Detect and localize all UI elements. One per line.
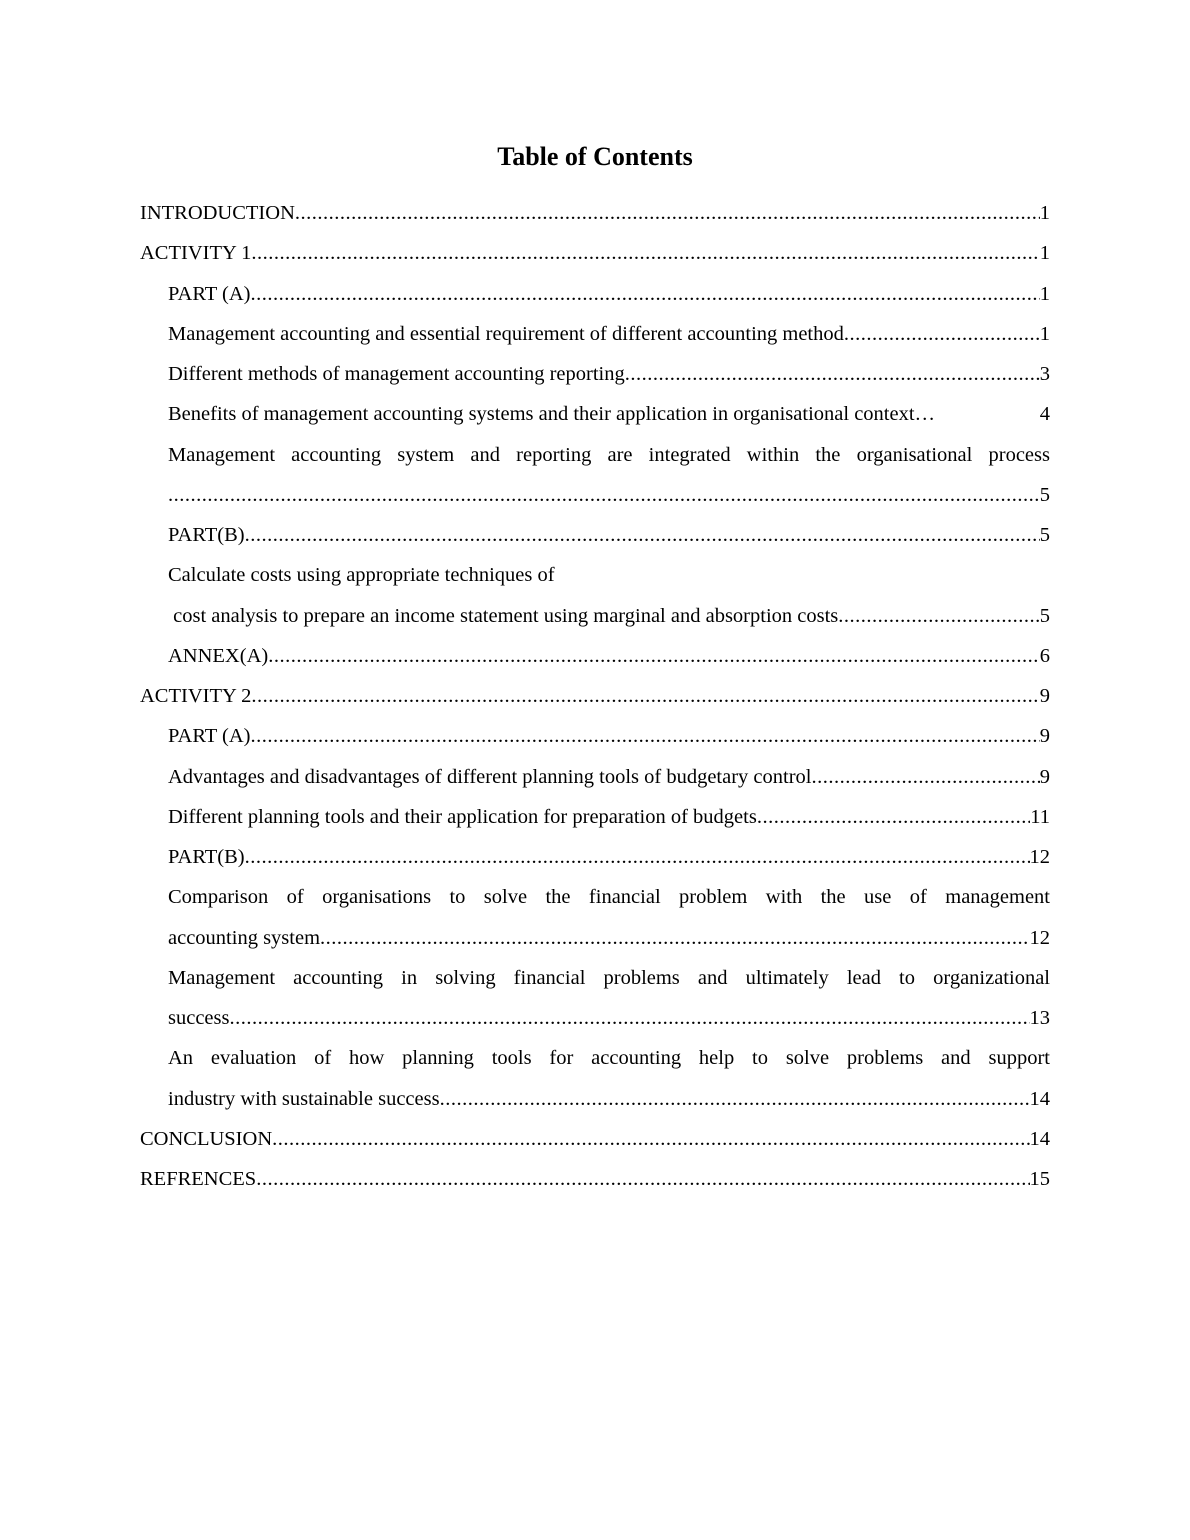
dot-leader (256, 1159, 1029, 1199)
toc-entry-title: Management accounting and essential requirement of different accounting method (168, 322, 844, 345)
toc-page-number: 12 (1029, 926, 1050, 949)
toc-entry-title: PART(B) (168, 524, 245, 546)
toc-entry-title: industry with sustainable success (168, 1087, 440, 1110)
dot-leader (844, 314, 1040, 354)
toc-entry-title: Benefits of management accounting systems and their application in organisational context… (168, 403, 936, 426)
dot-leader (440, 1079, 1030, 1119)
toc-entry-title: success (168, 1007, 230, 1029)
dot-leader (625, 354, 1040, 394)
dot-leader (251, 274, 1040, 314)
toc-entry-title: accounting system (168, 926, 321, 949)
toc-page-number: 6 (1039, 644, 1050, 667)
toc-page-number: 11 (1030, 805, 1050, 828)
dot-leader (812, 757, 1040, 797)
toc-entry-title: Management accounting in solving financial problems and ultimately lead to organizational (168, 966, 1050, 989)
toc-line (140, 314, 1050, 354)
toc-line (140, 877, 1050, 917)
toc-line (140, 998, 1050, 1038)
toc-entry[interactable] (140, 837, 1050, 877)
toc-page-number: 9 (1039, 725, 1050, 748)
toc-entry-title: INTRODUCTION (140, 202, 295, 224)
toc-entry[interactable] (140, 394, 1050, 434)
toc-entry[interactable] (140, 555, 1050, 636)
toc-entry-title: Different planning tools and their application for preparation of budgets (168, 805, 757, 828)
toc-line (140, 233, 1050, 273)
toc-line (140, 958, 1050, 998)
toc-page-number: 5 (1039, 483, 1050, 506)
toc-page-number: 3 (1039, 363, 1050, 385)
toc-entry[interactable] (140, 233, 1050, 273)
toc-line (140, 555, 1050, 595)
toc-entry-title: PART(B) (168, 846, 245, 868)
toc-entry-title: ACTIVITY 2 (140, 685, 252, 707)
toc-page-number: 1 (1039, 282, 1050, 305)
toc-entry-title: An evaluation of how planning tools for accounting help to solve problems and support (168, 1047, 1050, 1070)
toc-line (140, 1119, 1050, 1159)
toc-line (140, 274, 1050, 314)
toc-entry[interactable] (140, 636, 1050, 676)
toc-entry[interactable] (140, 797, 1050, 837)
toc-entry[interactable] (140, 877, 1050, 958)
toc-page-number: 13 (1029, 1007, 1050, 1029)
dot-leader (268, 636, 1040, 676)
toc-line (140, 716, 1050, 756)
toc-line (140, 1079, 1050, 1119)
dot-leader (251, 716, 1040, 756)
toc-page-number: 5 (1039, 604, 1050, 627)
toc-line (140, 757, 1050, 797)
dot-leader (320, 918, 1029, 958)
dot-leader (245, 837, 1030, 877)
page-title: Table of Contents (497, 142, 693, 171)
dot-leader (272, 1119, 1029, 1159)
toc-page-number: 1 (1039, 202, 1050, 224)
toc-entry[interactable] (140, 1159, 1050, 1199)
toc-line (140, 394, 1050, 434)
toc-line (140, 1038, 1050, 1078)
toc-entry-title: REFRENCES (140, 1168, 257, 1190)
toc-entry-title: cost analysis to prepare an income statement using marginal and absorption costs (168, 604, 839, 627)
toc-entry[interactable] (140, 716, 1050, 756)
toc-page-number: 4 (1039, 403, 1050, 426)
toc-page-number: 5 (1039, 524, 1050, 546)
dot-leader (295, 193, 1040, 233)
toc-entry-title: PART (A) (168, 282, 251, 305)
toc-entry-title: Advantages and disadvantages of different planning tools of budgetary control (168, 765, 812, 788)
toc-line (140, 636, 1050, 676)
toc-line (140, 435, 1050, 475)
toc-entry-title: Calculate costs using appropriate techniques of (168, 564, 555, 587)
toc-page-number: 1 (1039, 322, 1050, 345)
toc-page-number: 9 (1039, 685, 1050, 707)
dot-leader (251, 676, 1039, 716)
toc-entry[interactable] (140, 274, 1050, 314)
toc-entry[interactable] (140, 354, 1050, 394)
table-of-contents (140, 193, 1050, 1199)
dot-leader (229, 998, 1029, 1038)
toc-entry-title: Comparison of organisations to solve the financial problem with the use of management (168, 886, 1050, 909)
toc-entry-title: ACTIVITY 1 (140, 242, 252, 265)
toc-page-number: 9 (1039, 765, 1050, 788)
toc-page-number: 14 (1029, 1127, 1050, 1150)
toc-entry[interactable] (140, 1038, 1050, 1119)
toc-line (140, 1159, 1050, 1199)
toc-entry[interactable] (140, 757, 1050, 797)
toc-line (140, 918, 1050, 958)
toc-line (140, 354, 1050, 394)
toc-entry-title: PART (A) (168, 725, 251, 748)
toc-line (140, 837, 1050, 877)
toc-line (140, 596, 1050, 636)
toc-line (140, 676, 1050, 716)
dot-leader (251, 233, 1039, 273)
toc-line (140, 515, 1050, 555)
toc-entry[interactable] (140, 314, 1050, 354)
toc-entry[interactable] (140, 958, 1050, 1039)
toc-line (140, 797, 1050, 837)
toc-entry[interactable] (140, 435, 1050, 516)
toc-entry-title: ANNEX(A) (168, 644, 269, 667)
toc-entry[interactable] (140, 515, 1050, 555)
toc-entry-title: Different methods of management accounting reporting (168, 363, 625, 385)
toc-entry-title: Management accounting system and reporting are integrated within the organisational process (168, 443, 1050, 466)
toc-page-number: 1 (1039, 242, 1050, 265)
toc-line (140, 193, 1050, 233)
toc-entry[interactable] (140, 193, 1050, 233)
toc-line (140, 475, 1050, 515)
toc-page-number: 15 (1029, 1168, 1050, 1190)
dot-leader (168, 475, 1040, 515)
toc-entry[interactable] (140, 676, 1050, 716)
toc-page-number: 12 (1029, 846, 1050, 868)
toc-entry[interactable] (140, 1119, 1050, 1159)
dot-leader (245, 515, 1040, 555)
dot-leader (838, 596, 1039, 636)
dot-leader (757, 797, 1030, 837)
toc-page-number: 14 (1029, 1087, 1050, 1110)
toc-entry-title: CONCLUSION (140, 1127, 273, 1150)
